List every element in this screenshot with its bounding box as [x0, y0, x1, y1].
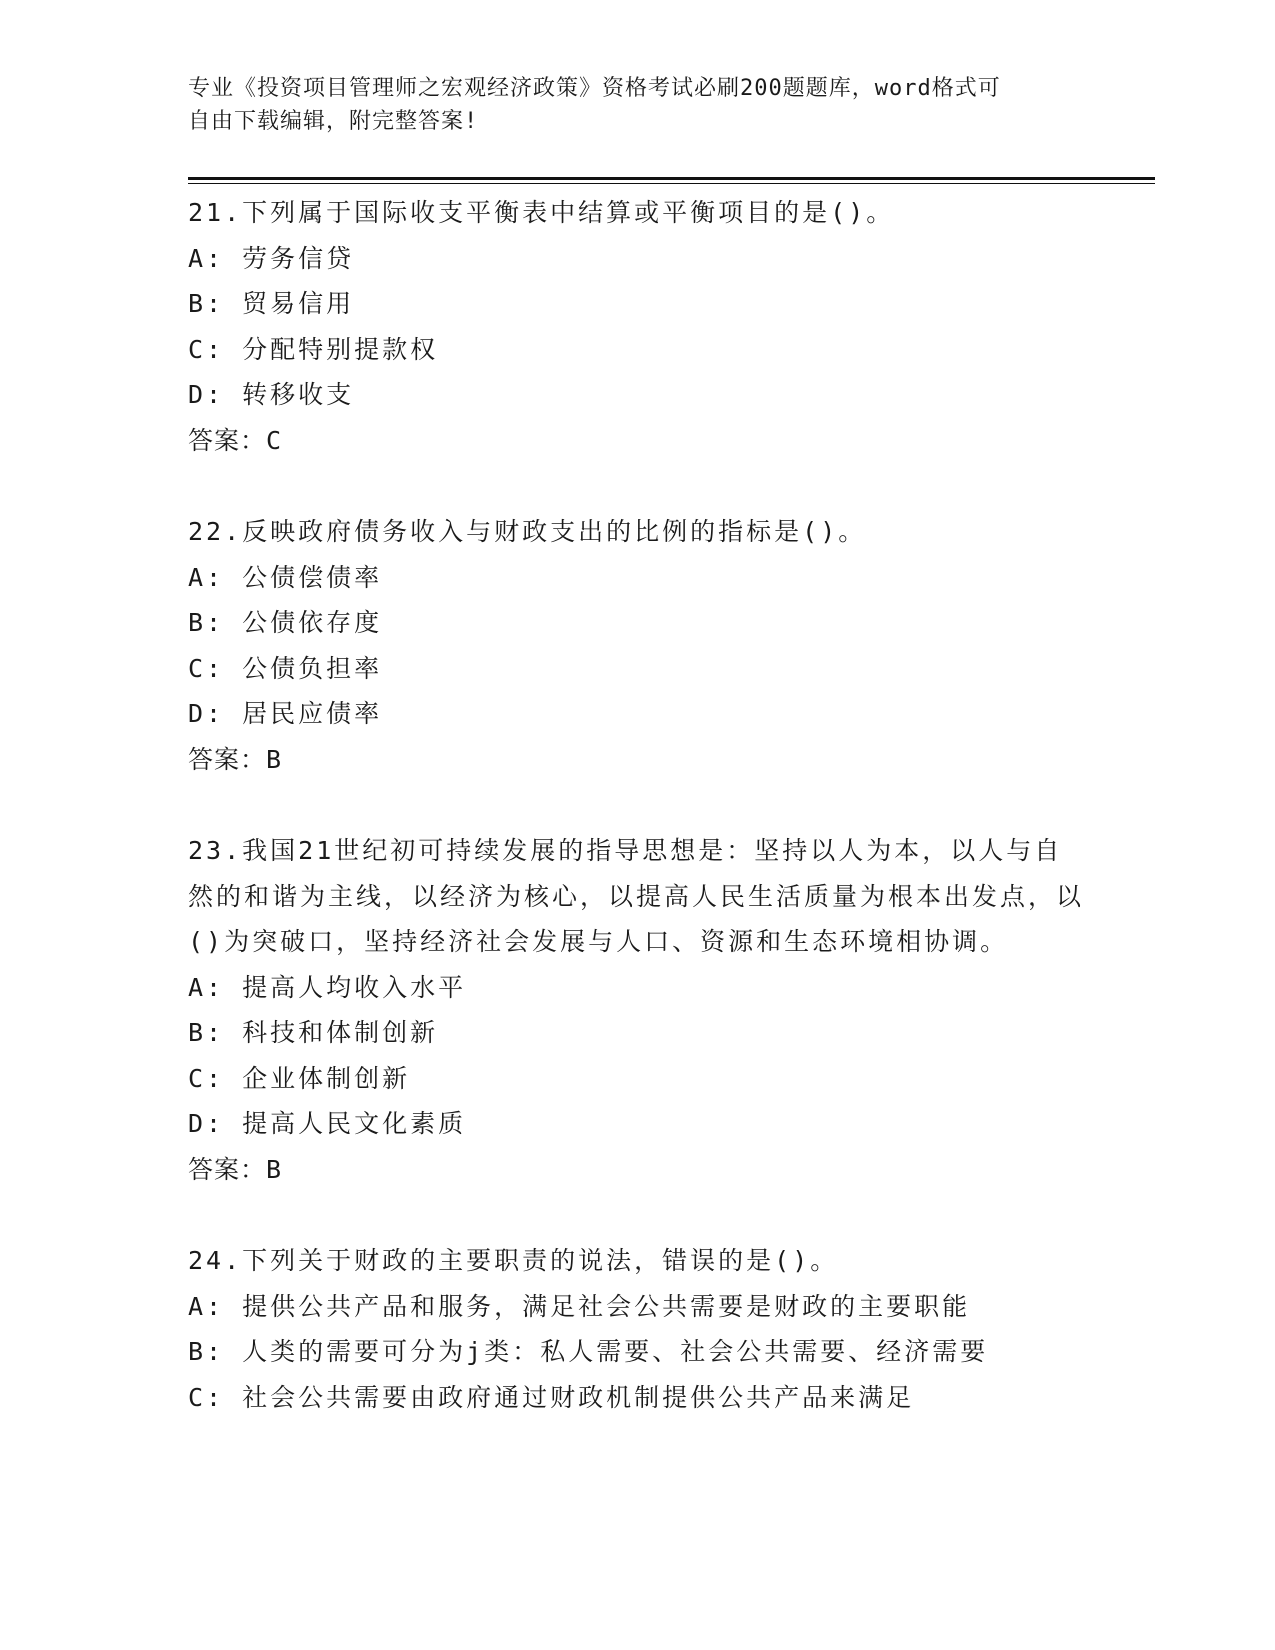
question-stem: 23.我国21世纪初可持续发展的指导思想是：坚持以人为本，以人与自然的和谐为主线，以经济为核心，以提高人民生活质量为根本出发点，以()为突破口，坚持经济社会发展与人口、资源和生态环境相协调。	[188, 836, 1085, 956]
document-header: 专业《投资项目管理师之宏观经济政策》资格考试必刷200题题库，word格式可 自由下载编辑，附完整答案!	[188, 76, 1001, 134]
question-stem: 24.下列关于财政的主要职责的说法，错误的是()。	[188, 1246, 839, 1275]
option-a: A: 提高人均收入水平	[188, 972, 467, 1002]
option-c: C: 企业体制创新	[188, 1063, 411, 1093]
question-24	[188, 1238, 1088, 1420]
question-list	[188, 190, 1088, 1466]
header-rule-thin	[188, 183, 1155, 184]
question-23	[188, 828, 1088, 1192]
option-a: A: 提供公共产品和服务，满足社会公共需要是财政的主要职能	[188, 1291, 971, 1321]
option-c: C: 社会公共需要由政府通过财政机制提供公共产品来满足	[188, 1382, 915, 1412]
answer: 答案：B	[188, 1154, 283, 1184]
option-b: B: 贸易信用	[188, 289, 355, 318]
question-21	[188, 190, 1088, 463]
option-d: D: 居民应债率	[188, 699, 383, 728]
header-rule-thick	[188, 177, 1155, 180]
answer: 答案：C	[188, 425, 283, 455]
option-c: C: 分配特别提款权	[188, 334, 439, 364]
option-b: B: 科技和体制创新	[188, 1018, 439, 1047]
question-22	[188, 509, 1088, 782]
answer: 答案：B	[188, 744, 283, 774]
option-a: A: 劳务信贷	[188, 243, 355, 273]
option-c: C: 公债负担率	[188, 653, 383, 683]
question-stem: 22.反映政府债务收入与财政支出的比例的指标是()。	[188, 517, 867, 546]
option-b: B: 人类的需要可分为j类：私人需要、社会公共需要、经济需要	[188, 1337, 989, 1366]
option-d: D: 提高人民文化素质	[188, 1109, 467, 1138]
option-b: B: 公债依存度	[188, 608, 383, 637]
option-a: A: 公债偿债率	[188, 562, 383, 592]
option-d: D: 转移收支	[188, 380, 355, 409]
question-stem: 21.下列属于国际收支平衡表中结算或平衡项目的是()。	[188, 198, 895, 227]
